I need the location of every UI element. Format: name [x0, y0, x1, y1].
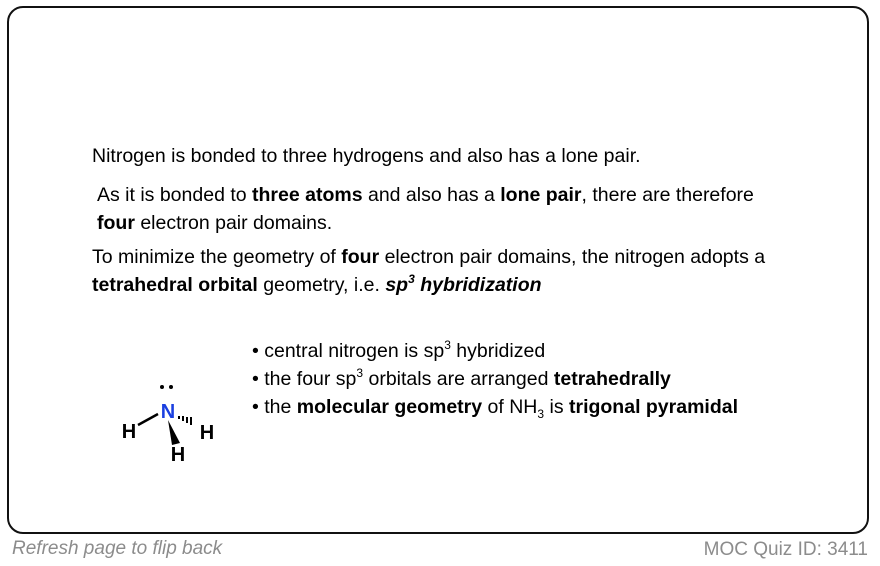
lone-pair-dot [160, 385, 164, 389]
bullet-list [252, 337, 852, 421]
text-fragment: As it is bonded to [97, 184, 253, 206]
text-fragment: electron pair domains, the nitrogen adopts a [379, 246, 766, 268]
text-fragment: • central nitrogen is sp [252, 340, 445, 362]
bold-lone-pair: lone pair [500, 184, 582, 206]
ammonia-structure [110, 370, 230, 470]
nitrogen-label: N [160, 401, 176, 423]
intro-text: Nitrogen is bonded to three hydrogens and also has a lone pair. [92, 145, 641, 167]
bullet-item [252, 365, 852, 393]
hybridization-term: hybridization [414, 274, 542, 296]
bold-four: four [97, 212, 135, 234]
text-fragment: • the [252, 396, 297, 418]
bullet-item [252, 393, 852, 421]
text-fragment: orbitals are arranged [363, 368, 554, 390]
lone-pair-dot [169, 385, 173, 389]
bold-tetrahedrally: tetrahedrally [553, 368, 671, 390]
hydrogen-left-label: H [121, 421, 137, 443]
bold-four: four [341, 246, 380, 268]
sp-term: sp [385, 274, 409, 296]
text-fragment: geometry, i.e. [257, 274, 386, 296]
superscript-3: 3 [356, 365, 364, 380]
hydrogen-bottom-label: H [170, 444, 186, 466]
bold-tetrahedral-orbital: tetrahedral orbital [92, 274, 258, 296]
bold-three-atoms: three atoms [252, 184, 363, 206]
quiz-id-label: MOC Quiz ID: 3411 [703, 539, 868, 560]
text-fragment: electron pair domains. [134, 212, 333, 234]
geometry-sentence [92, 243, 862, 299]
hydrogen-right-label: H [199, 422, 215, 444]
text-fragment: hybridized [450, 340, 546, 362]
text-fragment: of NH [482, 396, 538, 418]
text-fragment: is [544, 396, 569, 418]
domains-sentence [97, 181, 857, 237]
superscript-3: 3 [408, 271, 415, 286]
superscript-3: 3 [444, 337, 451, 352]
wedge-bond [168, 420, 180, 445]
text-fragment: , there are therefore [581, 184, 754, 206]
bold-molecular-geometry: molecular geometry [296, 396, 483, 418]
text-fragment: and also has a [362, 184, 501, 206]
bond-line [138, 414, 158, 425]
hashed-bond [179, 416, 191, 425]
flip-back-hint[interactable]: Refresh page to flip back [12, 538, 223, 559]
text-fragment: To minimize the geometry of [92, 246, 342, 268]
bold-trigonal-pyramidal: trigonal pyramidal [568, 396, 739, 418]
intro-sentence [92, 142, 852, 170]
bullet-item [252, 337, 852, 365]
subscript-3: 3 [537, 406, 545, 421]
text-fragment: • the four sp [252, 368, 357, 390]
